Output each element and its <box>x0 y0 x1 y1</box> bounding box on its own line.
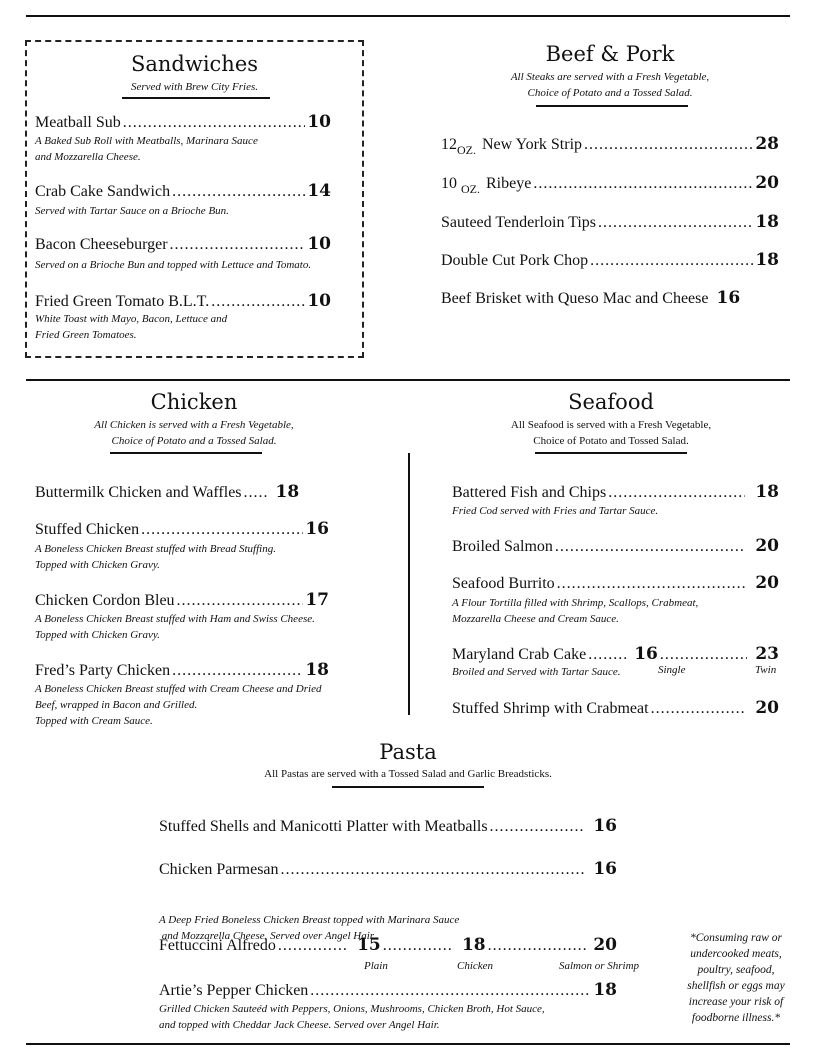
price-label-twin: Twin <box>755 664 777 676</box>
item-description: Fried Cod served with Fries and Tartar Sauce. <box>452 505 659 517</box>
seafood-subtitle: All Seafood is served with a Fresh Vegetable, Choice of Potato and Tossed Salad. <box>510 419 712 447</box>
beef-pork-title: Beef & Pork <box>545 42 675 66</box>
menu-item: Chicken Parmesan ..... 16 <box>159 859 617 879</box>
menu-item: Buttermilk Chicken and Waffles ..... 18 <box>35 482 329 502</box>
sandwiches-underline <box>122 97 270 99</box>
sandwiches-subtitle: Served with Brew City Fries. <box>131 81 258 93</box>
column-divider <box>408 453 410 715</box>
price-label-chicken: Chicken <box>457 960 494 972</box>
menu-item: Chicken Cordon Bleu ..... 17 <box>35 590 329 610</box>
beef-pork-underline <box>536 105 688 107</box>
menu-item: Battered Fish and Chips ..... 18 <box>452 482 779 502</box>
menu-item: Sauteed Tenderloin Tips ..... 18 <box>441 212 779 232</box>
menu-item: Stuffed Shells and Manicotti Platter with Meatballs ..... 16 <box>159 816 617 836</box>
item-description: Served on a Brioche Bun and topped with Lettuce and Tomato. <box>35 259 312 271</box>
menu-item: Fettuccini Alfredo ..... 15 ..... 18 ..... 20 <box>159 935 617 955</box>
item-description: Broiled and Served with Tartar Sauce. <box>452 666 621 678</box>
menu-item: Maryland Crab Cake ..... 16 ..... 23 <box>452 644 779 664</box>
sandwiches-title: Sandwiches <box>130 52 259 76</box>
menu-item: Bacon Cheeseburger ..... 10 <box>35 234 331 254</box>
menu-item: Fred’s Party Chicken ..... 18 <box>35 660 329 680</box>
pasta-underline <box>332 786 484 788</box>
menu-item: Seafood Burrito ..... 20 <box>452 573 779 593</box>
item-description: White Toast with Mayo, Bacon, Lettuce and Fried Green Tomatoes. <box>35 313 228 341</box>
item-description: Grilled Chicken Sauteéd with Peppers, Onions, Mushrooms, Chicken Broth, Hot Sauce, and topped with Cheddar Jack Cheese. Served over Angel Hair. <box>159 1003 545 1031</box>
item-description: A Deep Fried Boneless Chicken Breast topped with Marinara Sauce and Mozzarella Cheese. Served over Angel Hair. <box>159 914 460 942</box>
price-label-single: Single <box>658 664 686 676</box>
menu-item: Stuffed Chicken ..... 16 <box>35 519 329 539</box>
menu-item: Broiled Salmon ..... 20 <box>452 536 779 556</box>
item-description: A Flour Tortilla filled with Shrimp, Scallops, Crabmeat, Mozzarella Cheese and Cream Sauce. <box>452 597 699 625</box>
item-description: A Boneless Chicken Breast stuffed with Ham and Swiss Cheese. Topped with Chicken Gravy. <box>35 613 315 641</box>
chicken-title: Chicken <box>150 390 238 414</box>
bottom-rule <box>26 1043 790 1045</box>
menu-item: Double Cut Pork Chop ..... 18 <box>441 250 779 270</box>
item-description: Served with Tartar Sauce on a Brioche Bun. <box>35 205 229 217</box>
chicken-underline <box>110 452 262 454</box>
middle-rule <box>26 379 790 381</box>
seafood-title: Seafood <box>568 390 654 414</box>
seafood-underline <box>535 452 687 454</box>
menu-item: Crab Cake Sandwich ..... 14 <box>35 181 331 201</box>
price-label-seafood: Salmon or Shrimp <box>559 960 640 972</box>
chicken-subtitle: All Chicken is served with a Fresh Vegetable, Choice of Potato and a Tossed Salad. <box>94 419 294 447</box>
pasta-title: Pasta <box>379 740 437 764</box>
menu-item: Artie’s Pepper Chicken ..... 18 <box>159 980 617 1000</box>
menu-item: 10 $_{OZ.}$ Ribeye ..... 20 <box>441 173 779 193</box>
top-rule <box>26 15 790 17</box>
price-label-plain: Plain <box>364 960 388 972</box>
food-safety-notice: *Consuming raw or undercooked meats, poultry, seafood, shellfish or eggs may increase your risk of foodborne illness.* <box>687 932 785 1024</box>
menu-item: $12_{OZ.}$ New York Strip ..... 28 <box>441 134 779 154</box>
menu-item: Meatball Sub ..... 10 <box>35 112 331 132</box>
menu-item: Beef Brisket with Queso Mac and Cheese 16 <box>441 288 741 308</box>
beef-pork-subtitle: All Steaks are served with a Fresh Vegetable, Choice of Potato and a Tossed Salad. <box>510 71 710 99</box>
item-description: A Boneless Chicken Breast stuffed with Cream Cheese and Dried Beef, wrapped in Bacon and Grilled. Topped with Cream Sauce. <box>35 683 322 727</box>
item-description: A Boneless Chicken Breast stuffed with Bread Stuffing. Topped with Chicken Gravy. <box>35 543 276 571</box>
menu-item: Fried Green Tomato B.L.T. ..... 10 <box>35 291 331 311</box>
pasta-subtitle: All Pastas are served with a Tossed Salad and Garlic Breadsticks. <box>264 768 552 780</box>
item-description: A Baked Sub Roll with Meatballs, Marinara Sauce and Mozzarella Cheese. <box>35 135 258 163</box>
menu-item: Stuffed Shrimp with Crabmeat ..... 20 <box>452 698 779 718</box>
